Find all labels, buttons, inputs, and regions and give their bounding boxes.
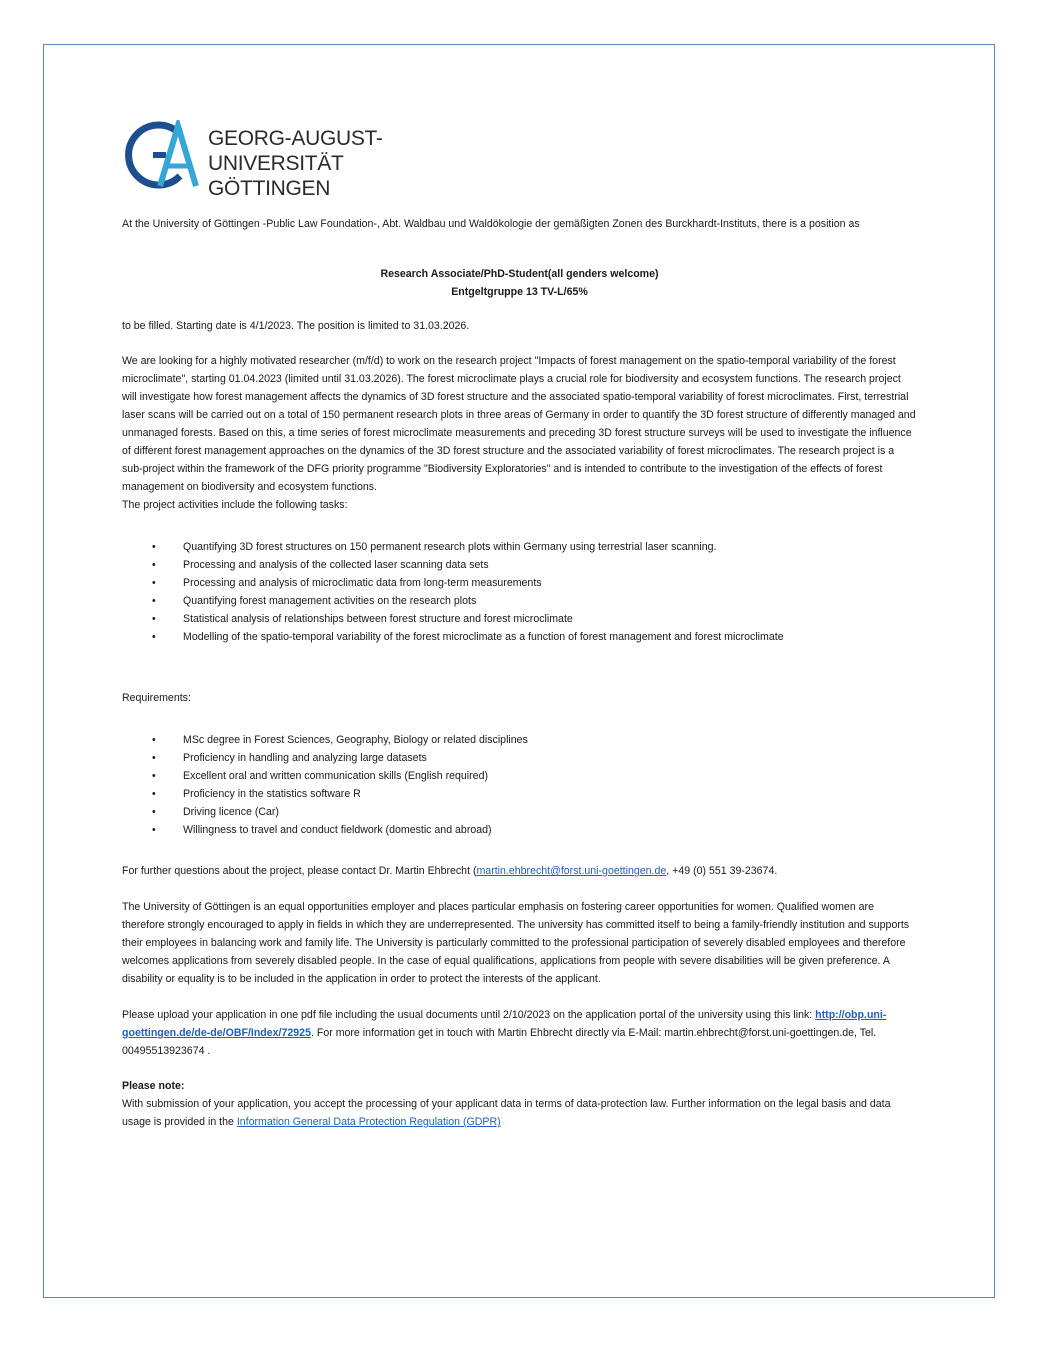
- contact-email-link[interactable]: martin.ehbrecht@forst.uni-goettingen.de: [476, 865, 667, 877]
- list-item: • Processing and analysis of microclimatic data from long-term measurements: [122, 574, 917, 592]
- contact-phone-text: , +49 (0) 551 39-23674.: [666, 865, 778, 877]
- list-item: • Driving licence (Car): [122, 803, 917, 821]
- equal-opportunity-paragraph: The University of Göttingen is an equal opportunities employer and places particular emphasis on fostering career opportunities for women. Qualified women are therefore strongly encouraged to apply in fields in which they are underrepresented. The university has committed itself to being a family-friendly institution and supports their employees in balancing work and family life. The University is particularly committed to the professional participation of severely disabled employees and therefore welcomes applications from severely disabled people. In the case of equal qualifications, applications from people with severe disabilities will be given preference. A disability or equality is to be included in the application in order to protect the interests of the applicant.: [122, 901, 910, 985]
- list-item: • Modelling of the spatio-temporal variability of the forest microclimate as a function of forest management and forest microclimate: [122, 628, 917, 646]
- start-info: to be filled. Starting date is 4/1/2023. The position is limited to 31.03.2026.: [122, 320, 470, 332]
- ga-logo-icon: [120, 120, 204, 190]
- gdpr-link[interactable]: Information General Data Protection Regulation (GDPR): [236, 1116, 501, 1128]
- application-portal-link[interactable]: http://obp.uni-goettingen.de/de-de/OBF/Index/72925: [122, 1009, 887, 1039]
- university-name-line1: GEORG-AUGUST-UNIVERSITÄT: [208, 127, 383, 175]
- requirements-heading: Requirements:: [122, 692, 191, 704]
- list-item: • Processing and analysis of the collected laser scanning data sets: [122, 556, 917, 574]
- application-paragraph: [122, 1006, 917, 1060]
- contact-paragraph: [122, 862, 917, 880]
- project-description: We are looking for a highly motivated researcher (m/f/d) to work on the research project "Impacts of forest management on the spatio-temporal variability of the forest microclimate", starting 01.04.2023 (limited until 31.03.2026). The forest microclimate plays a crucial role for biodiversity and ecosystem functions. The research project will investigate how forest management affects the dynamics of 3D forest structure and the associated spatio-temporal variability of forest microclimates. First, terrestrial laser scans will be carried out on a total of 150 permanent research plots in three areas of Germany in order to quantify the 3D forest structure of differently managed and unmanaged forests. Based on this, a time series of forest microclimate measurements and preceding 3D forest structure surveys will be used to investigate the influence of different forest management approaches on the dynamics of the 3D forest structure and the associated variability of forest microclimates. The research project is a sub-project within the framework of the DFG priority programme "Biodiversity Exploratories" and is intended to contribute to the investigation of the effects of forest management on biodiversity and ecosystem functions.: [122, 355, 916, 493]
- note-paragraph: [122, 1095, 917, 1131]
- university-name-line2: GÖTTINGEN: [208, 177, 331, 200]
- tasks-list: [122, 538, 917, 646]
- list-item: • Proficiency in handling and analyzing large datasets: [122, 749, 917, 767]
- contact-text: For further questions about the project, please contact Dr. Martin Ehbrecht (: [122, 865, 477, 877]
- application-contact-text: . For more information get in touch with Martin Ehbrecht directly via E-Mail: martin.ehbrecht@forst.uni-goettingen.de, Tel. 00495513923674 .: [122, 1027, 877, 1057]
- university-logo: [120, 120, 480, 200]
- pay-grade: Entgeltgruppe 13 TV-L/65%: [451, 286, 588, 298]
- list-item: • Quantifying 3D forest structures on 150 permanent research plots within Germany using terrestrial laser scanning.: [122, 538, 917, 556]
- intro-paragraph: At the University of Göttingen -Public Law Foundation-, Abt. Waldbau und Waldökologie der gemäßigten Zonen des Burckhardt-Instituts, there is a position as: [122, 218, 860, 230]
- list-item: • MSc degree in Forest Sciences, Geography, Biology or related disciplines: [122, 731, 917, 749]
- list-item: • Statistical analysis of relationships between forest structure and forest microclimate: [122, 610, 917, 628]
- list-item: • Excellent oral and written communication skills (English required): [122, 767, 917, 785]
- requirements-list: [122, 731, 917, 839]
- position-title: Research Associate/PhD-Student(all genders welcome): [380, 268, 659, 280]
- list-item: • Willingness to travel and conduct fieldwork (domestic and abroad): [122, 821, 917, 839]
- university-name: [208, 126, 480, 201]
- document-body: [122, 215, 917, 1131]
- note-text: With submission of your application, you accept the processing of your applicant data in terms of data-protection law. Further information on the legal basis and data usage is provided in the: [122, 1098, 891, 1128]
- list-item: • Quantifying forest management activities on the research plots: [122, 592, 917, 610]
- list-item: • Proficiency in the statistics software R: [122, 785, 917, 803]
- application-text: Please upload your application in one pdf file including the usual documents until 2/10/2023 on the application portal of the university using this link:: [122, 1009, 816, 1021]
- tasks-intro: The project activities include the following tasks:: [122, 499, 348, 511]
- note-heading: Please note:: [122, 1080, 185, 1092]
